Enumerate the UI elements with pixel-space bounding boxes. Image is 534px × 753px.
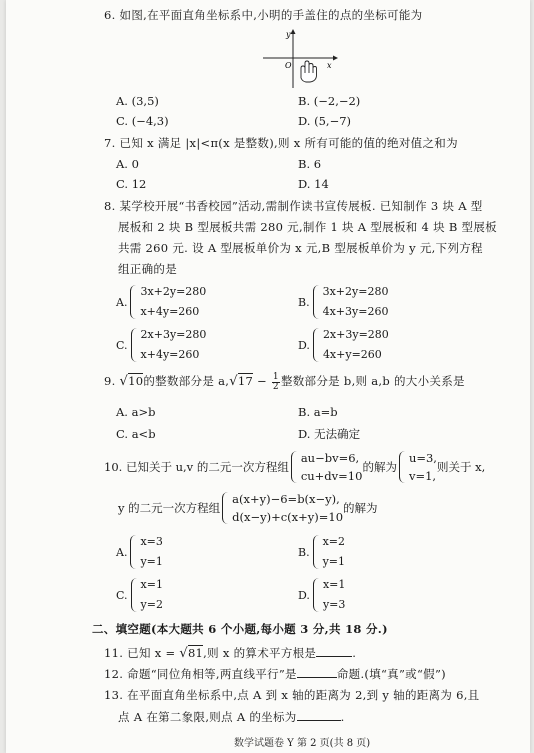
q6-stem: 6. 如图,在平面直角坐标系中,小明的手盖住的点的坐标可能为	[104, 8, 423, 22]
q9-option-c: C. a<b	[116, 427, 156, 441]
q7-stem: 7. 已知 x 满足 |x|<π(x 是整数),则 x 所有可能的值的绝对值之和为	[104, 136, 458, 150]
equation: 4x+y=260	[322, 348, 382, 361]
q11-text: 11. 已知 x =	[104, 646, 180, 660]
equation: 3x+2y=280	[322, 285, 389, 298]
q13-stem-line2	[118, 709, 345, 724]
q9-option-a: A. a>b	[116, 405, 156, 419]
q10-stem-line2	[118, 490, 378, 526]
equation: x=2	[322, 535, 346, 548]
option-label: A.	[116, 295, 128, 309]
q9-text: 的整数部分是 a,	[143, 374, 230, 388]
equation: y=1	[322, 555, 346, 568]
option-label: C.	[116, 338, 128, 352]
q12-text: 12. 命题“同位角相等,两直线平行”是	[104, 667, 297, 681]
q8-option-c	[116, 325, 206, 365]
equation: au−bv=6,	[300, 451, 360, 465]
q8-option-a	[116, 282, 206, 322]
q7-option-c: C. 12	[116, 177, 147, 191]
q11-text: .	[352, 646, 357, 660]
q10-text: 10. 已知关于 u,v 的二元一次方程组	[104, 460, 289, 474]
q8-option-d	[298, 325, 389, 365]
option-label: D.	[298, 338, 310, 352]
equation: y=1	[140, 555, 163, 568]
equation: d(x−y)+c(x+y)=10	[232, 510, 344, 524]
minus-sign: −	[253, 374, 271, 388]
equation: 2x+3y=280	[322, 328, 389, 341]
equation: 2x+3y=280	[140, 328, 207, 341]
q12-stem	[104, 666, 446, 681]
answer-blank[interactable]	[297, 666, 337, 678]
option-label: B.	[298, 545, 310, 559]
equation: 4x+3y=260	[322, 305, 389, 318]
radicand: 17	[237, 374, 254, 388]
radicand: 10	[128, 374, 144, 388]
q9-option-d: D. 无法确定	[298, 427, 361, 441]
q13-text: 点 A 在第二象限,则点 A 的坐标为	[118, 710, 297, 724]
fraction-one-half: $\frac{1}{2}$	[272, 371, 279, 392]
q13-text: .	[340, 710, 345, 724]
hand-icon	[301, 61, 317, 82]
q6-fig-origin-label: O	[285, 61, 292, 70]
q6-fig-x-label: x	[327, 61, 332, 70]
q6-fig-y-label: y	[286, 30, 291, 39]
q13-stem-line1: 13. 在平面直角坐标系中,点 A 到 x 轴的距离为 2,到 y 轴的距离为 6,且	[104, 688, 480, 702]
q10-text: y 的二元一次方程组	[118, 501, 221, 515]
q8-stem-line4: 组正确的是	[118, 262, 177, 276]
q9-number: 9.	[104, 374, 120, 388]
q6-option-b: B. (−2,−2)	[298, 94, 361, 108]
equation: cu+dv=10	[300, 469, 363, 483]
equation: y=2	[140, 598, 163, 611]
equation: v=1,	[408, 469, 437, 483]
q8-stem-line1: 8. 某学校开展“书香校园”活动,需制作读书宣传展板. 已知制作 3 块 A 型	[104, 199, 483, 213]
equation: x=1	[140, 578, 163, 591]
q9-option-b: B. a=b	[298, 405, 338, 419]
q7-option-a: A. 0	[116, 157, 139, 171]
q10-stem-line1	[104, 449, 485, 485]
answer-blank[interactable]	[316, 645, 352, 657]
option-label: C.	[116, 588, 128, 602]
q10-option-a	[116, 532, 163, 572]
equation: x+4y=260	[140, 348, 200, 361]
equation: 3x+2y=280	[140, 285, 207, 298]
equation: a(x+y)−6=b(x−y),	[232, 492, 340, 506]
radicand: 81	[187, 646, 204, 660]
q10-text: 的解为	[362, 460, 397, 474]
q7-option-b: B. 6	[298, 157, 322, 171]
q9-stem: 9. √ 10的整数部分是 a,√ 17 − $\frac{1}{2}$ 整数部分是 b,则 a,b 的大小关系是	[104, 371, 465, 392]
q7-option-d: D. 14	[298, 177, 329, 191]
q11-text: ,则 x 的算术平方根是	[203, 646, 317, 660]
q6-option-a: A. (3,5)	[116, 94, 159, 108]
q8-stem-line2: 展板和 2 块 B 型展板共需 280 元,制作 1 块 A 型展板和 4 块 B 型展板	[118, 220, 497, 234]
page-footer: 数学试题卷 Y 第 2 页(共 8 页)	[234, 738, 371, 749]
sqrt-17	[238, 374, 253, 388]
exam-page	[6, 0, 530, 753]
q6-option-d: D. (5,−7)	[298, 114, 352, 128]
q6-coordinate-figure	[261, 28, 341, 90]
q8-option-b	[298, 282, 388, 322]
equation: x+4y=260	[140, 305, 200, 318]
equation: u=3,	[408, 451, 437, 465]
q6-option-c: C. (−4,3)	[116, 114, 169, 128]
q8-stem-line3: 共需 260 元. 设 A 型展板单价为 x 元,B 型展板单价为 y 元,下列方程	[118, 241, 483, 255]
q10-option-c	[116, 575, 163, 615]
q10-option-b	[298, 532, 345, 572]
q10-text: 的解为	[343, 501, 378, 515]
option-label: D.	[298, 588, 310, 602]
sqrt-81	[188, 646, 203, 660]
q9-text: 整数部分是 b,则 a,b 的大小关系是	[280, 374, 465, 388]
answer-blank[interactable]	[297, 709, 341, 721]
q12-text: 命题.(填“真”或“假”)	[336, 667, 446, 681]
option-label: B.	[298, 295, 310, 309]
equation: x=3	[140, 535, 163, 548]
equation: x=1	[322, 578, 346, 591]
q10-text: 则关于 x,	[436, 460, 486, 474]
option-label: A.	[116, 545, 128, 559]
q10-option-d	[298, 575, 345, 615]
sqrt-10	[128, 374, 143, 388]
q11-stem: 11. 已知 x = √ 81,则 x 的算术平方根是 .	[104, 646, 357, 661]
equation: y=3	[322, 598, 346, 611]
section-heading-fill-in: 二、填空题(本大题共 6 个小题,每小题 3 分,共 18 分.)	[92, 622, 388, 636]
